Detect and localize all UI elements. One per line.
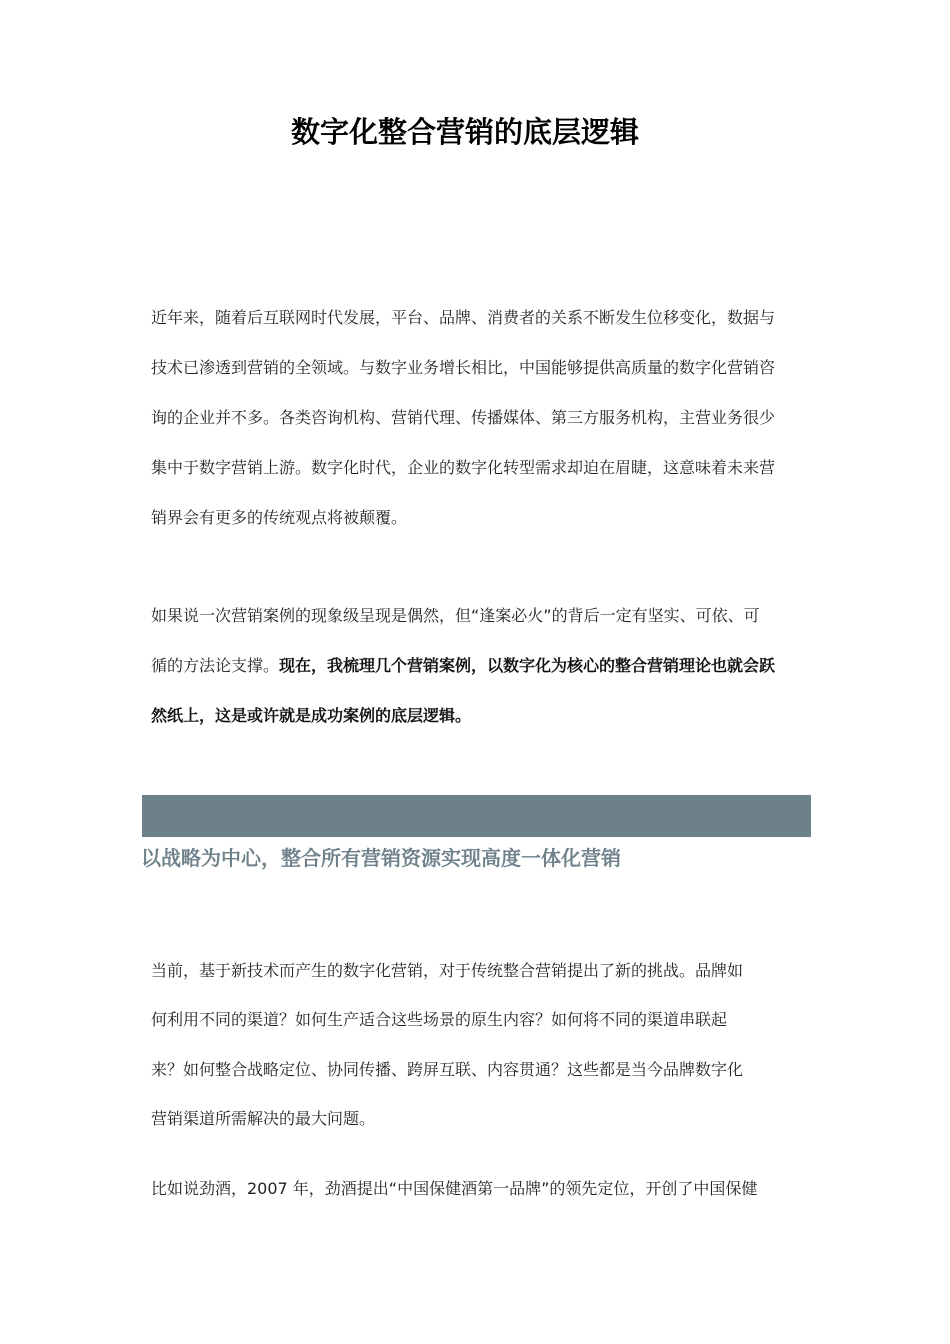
paragraph-line: 技术已渗透到营销的全领域。与数字业务增长相比，中国能够提供高质量的数字化营销咨 — [151, 358, 776, 377]
paragraph-line: 何利用不同的渠道？如何生产适合这些场景的原生内容？如何将不同的渠道串联起 — [151, 1010, 728, 1030]
document-title: 数字化整合营销的底层逻辑 — [290, 115, 639, 149]
bold-emphasis-text: 现在，我梳理几个营销案例，以数字化为核心的整合营销理论也就会跃 — [279, 656, 776, 675]
paragraph-line: 询的企业并不多。各类咨询机构、营销代理、传播媒体、第三方服务机构，主营业务很少 — [151, 408, 776, 427]
paragraph-line: 如果说一次营销案例的现象级呈现是偶然，但“逢案必火”的背后一定有坚实、可依、可 — [151, 606, 760, 625]
paragraph-line: 销界会有更多的传统观点将被颠覆。 — [151, 508, 408, 527]
intro-paragraph — [151, 293, 821, 543]
section-banner — [142, 795, 811, 837]
plain-text: 循的方法论支撑。 — [151, 656, 280, 675]
bold-emphasis-text: 然纸上，这是或许就是成功案例的底层逻辑。 — [151, 706, 472, 725]
body-paragraph — [151, 1175, 821, 1203]
paragraph-line-mixed — [151, 641, 821, 691]
paragraph-line: 集中于数字营销上游。数字化时代，企业的数字化转型需求却迫在眉睫，这意味着未来营 — [151, 458, 776, 477]
paragraph-line: 营销渠道所需解决的最大问题。 — [151, 1108, 376, 1128]
intro-paragraph-thesis — [151, 591, 821, 741]
paragraph-line: 近年来，随着后互联网时代发展，平台、品牌、消费者的关系不断发生位移变化，数据与 — [151, 308, 776, 327]
paragraph-line: 比如说劲酒，2007 年，劲酒提出“中国保健酒第一品牌”的领先定位，开创了中国保健 — [151, 1179, 758, 1198]
body-paragraph — [151, 946, 791, 1143]
paragraph-line: 来？如何整合战略定位、协同传播、跨屏互联、内容贯通？这些都是当今品牌数字化 — [151, 1059, 744, 1079]
paragraph-line: 当前，基于新技术而产生的数字化营销，对于传统整合营销提出了新的挑战。品牌如 — [151, 961, 744, 980]
paragraph-line — [151, 691, 821, 741]
section-heading: 以战略为中心，整合所有营销资源实现高度一体化营销 — [141, 846, 621, 870]
